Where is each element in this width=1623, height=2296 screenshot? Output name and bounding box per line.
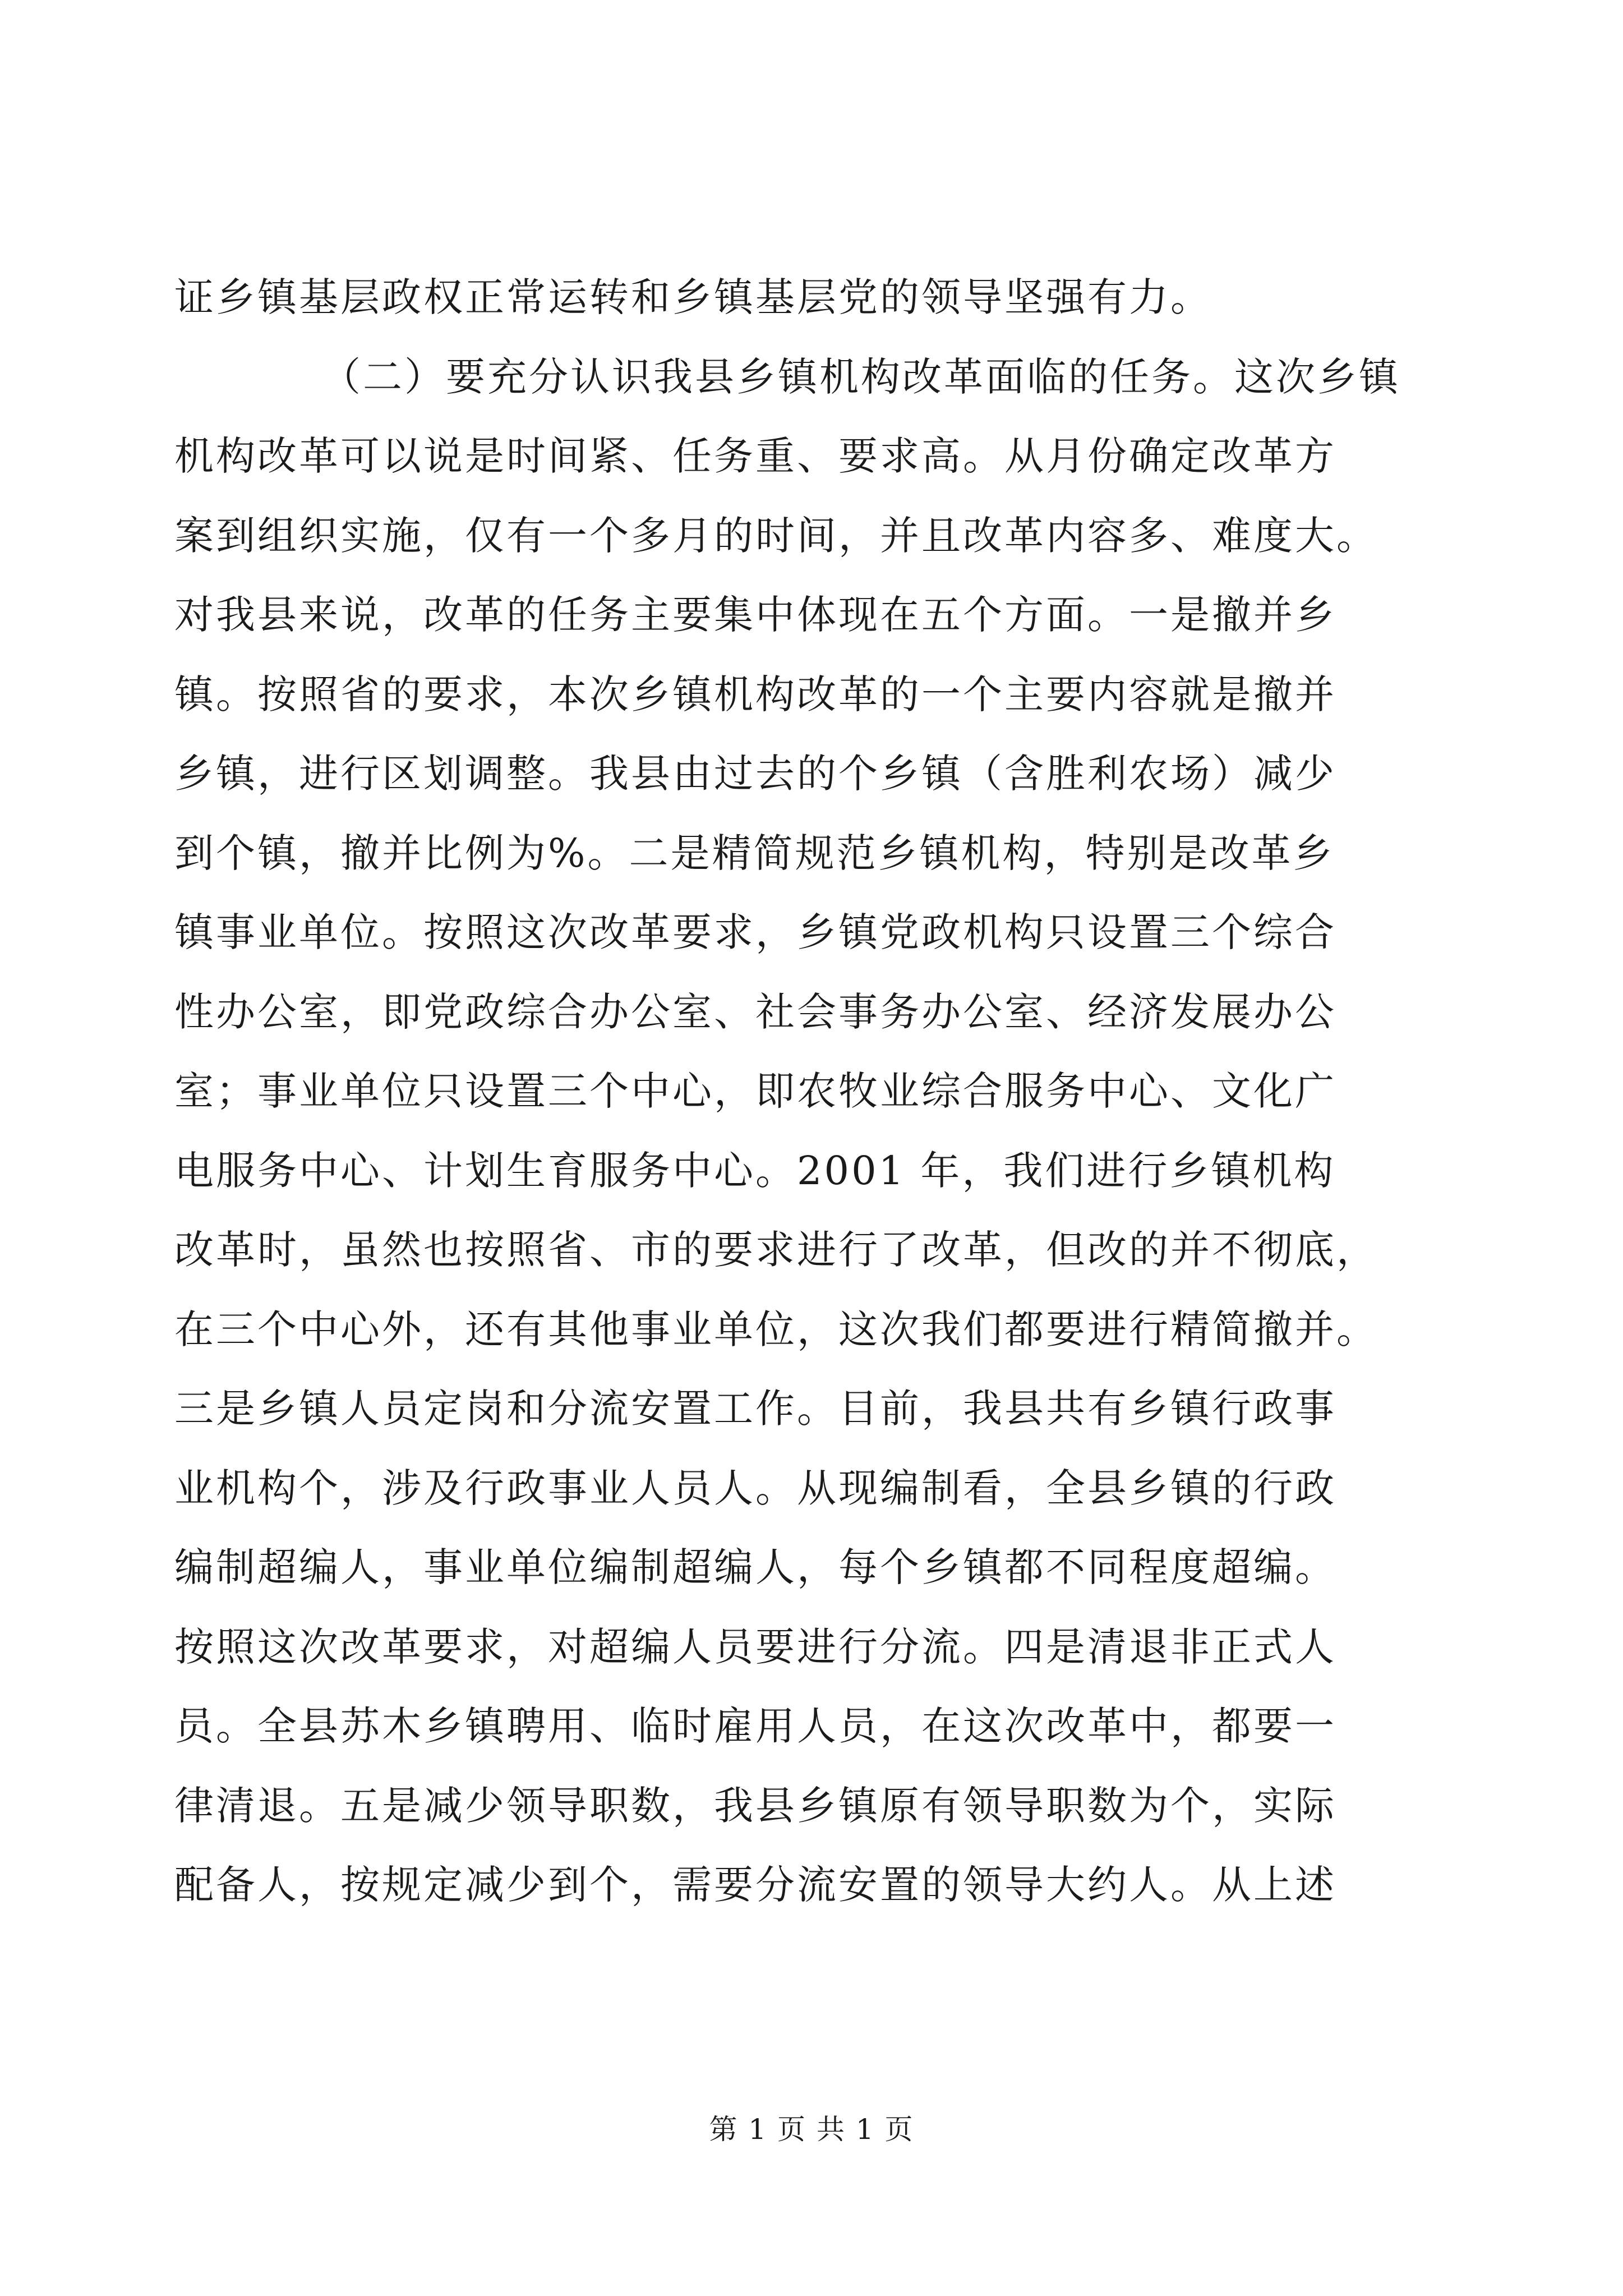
text-line: 证乡镇基层政权正常运转和乡镇基层党的领导坚强有力。 (174, 274, 1212, 320)
text-line: 三是乡镇人员定岗和分流安置工作。目前，我县共有乡镇行政事 (174, 1386, 1336, 1432)
text-line: 员。全县苏木乡镇聘用、临时雇用人员，在这次改革中，都要一 (174, 1703, 1336, 1749)
text-line: 在三个中心外，还有其他事业单位，这次我们都要进行精简撤并。 (174, 1306, 1378, 1352)
text-line: 按照这次改革要求，对超编人员要进行分流。四是清退非正式人 (174, 1623, 1336, 1670)
text-line: 案到组织实施，仅有一个多月的时间，并且改革内容多、难度大。 (174, 512, 1378, 559)
text-line: 镇事业单位。按照这次改革要求，乡镇党政机构只设置三个综合 (174, 909, 1336, 955)
page-footer: 第 1 页 共 1 页 (709, 2113, 914, 2146)
text-line: （二）要充分认识我县乡镇机构改革面临的任务。这次乡镇 (321, 353, 1400, 400)
text-line: 到个镇，撤并比例为%。二是精简规范乡镇机构，特别是改革乡 (174, 830, 1335, 876)
text-line: 改革时，虽然也按照省、市的要求进行了改革，但改的并不彻底， (174, 1227, 1378, 1273)
text-line: 编制超编人，事业单位编制超编人，每个乡镇都不同程度超编。 (174, 1544, 1336, 1590)
text-line: 乡镇，进行区划调整。我县由过去的个乡镇（含胜利农场）减少 (174, 751, 1336, 797)
text-line: 镇。按照省的要求，本次乡镇机构改革的一个主要内容就是撤并 (174, 671, 1336, 717)
text-line: 电服务中心、计划生育服务中心。2001 年，我们进行乡镇机构 (174, 1147, 1336, 1194)
text-line: 室；事业单位只设置三个中心，即农牧业综合服务中心、文化广 (174, 1068, 1336, 1114)
text-line: 对我县来说，改革的任务主要集中体现在五个方面。一是撤并乡 (174, 592, 1336, 638)
text-line: 机构改革可以说是时间紧、任务重、要求高。从月份确定改革方 (174, 433, 1336, 479)
text-line: 配备人，按规定减少到个，需要分流安置的领导大约人。从上述 (174, 1862, 1336, 1908)
body-text (174, 258, 1441, 1925)
text-line: 业机构个，涉及行政事业人员人。从现编制看，全县乡镇的行政 (174, 1465, 1336, 1511)
text-line: 律清退。五是减少领导职数，我县乡镇原有领导职数为个，实际 (174, 1782, 1336, 1829)
text-line: 性办公室，即党政综合办公室、社会事务办公室、经济发展办公 (174, 988, 1336, 1035)
